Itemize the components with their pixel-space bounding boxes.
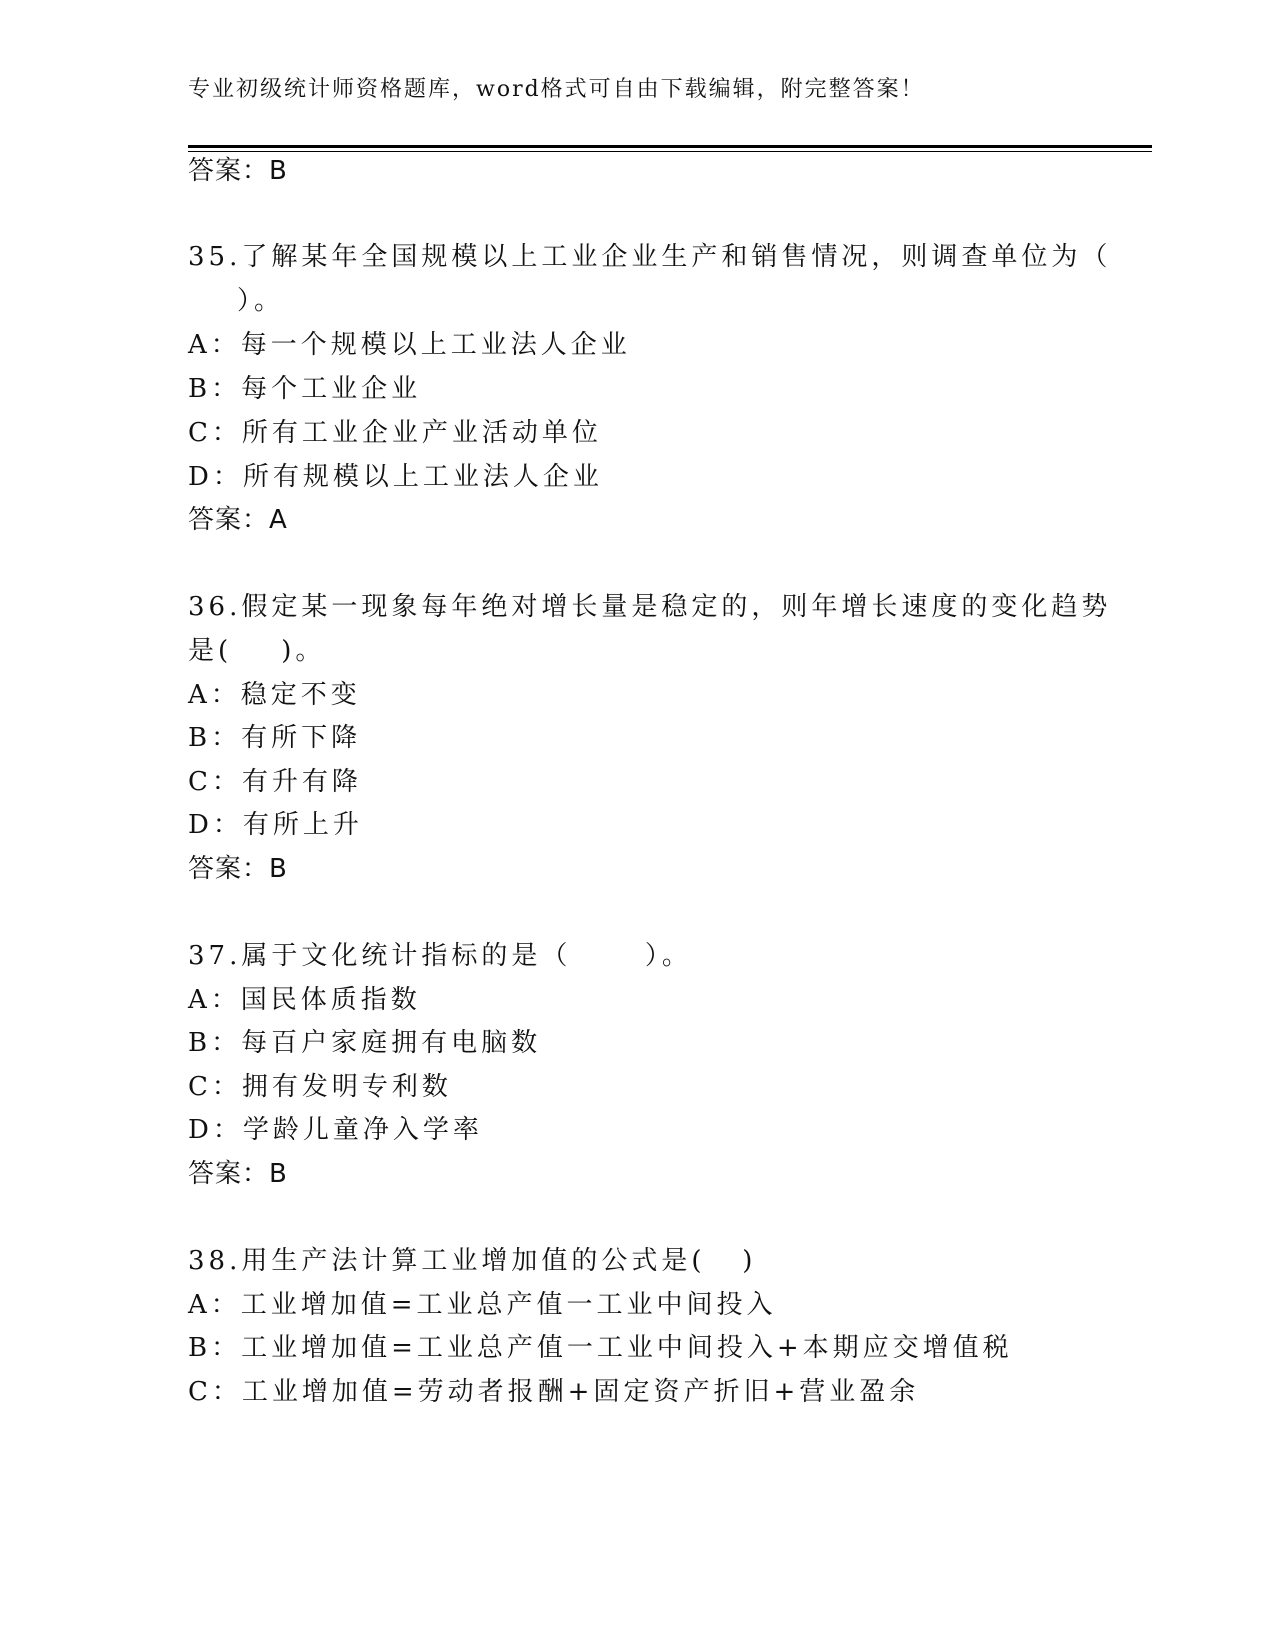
answer-label: 答案：B bbox=[188, 1159, 288, 1189]
question-stem: 35.了解某年全国规模以上工业企业生产和销售情况，则调查单位为（ bbox=[188, 242, 1112, 272]
option-a: A：稳定不变 bbox=[188, 680, 361, 710]
option-b: B：每个工业企业 bbox=[188, 374, 422, 404]
option-a: A：每一个规模以上工业法人企业 bbox=[188, 330, 631, 360]
option-b: B：有所下降 bbox=[188, 723, 362, 753]
option-a: A：工业增加值=工业总产值一工业中间投入 bbox=[188, 1290, 777, 1320]
question-stem: 37.属于文化统计指标的是（ ）。 bbox=[188, 941, 692, 971]
question-stem: 38.用生产法计算工业增加值的公式是( ) bbox=[188, 1246, 757, 1276]
option-c: C：拥有发明专利数 bbox=[188, 1072, 452, 1102]
option-b: B：工业增加值=工业总产值一工业中间投入+本期应交增值税 bbox=[188, 1333, 1013, 1363]
option-d: D：所有规模以上工业法人企业 bbox=[188, 462, 603, 492]
option-c: C：工业增加值=劳动者报酬+固定资产折旧+营业盈余 bbox=[188, 1377, 920, 1407]
answer-label: 答案：B bbox=[188, 156, 288, 186]
option-d: D：学龄儿童净入学率 bbox=[188, 1115, 483, 1145]
option-c: C：所有工业企业产业活动单位 bbox=[188, 418, 602, 448]
option-a: A：国民体质指数 bbox=[188, 985, 421, 1015]
question-stem: 36.假定某一现象每年绝对增长量是稳定的，则年增长速度的变化趋势 bbox=[188, 592, 1112, 622]
option-b: B：每百户家庭拥有电脑数 bbox=[188, 1028, 542, 1058]
header-divider-thin bbox=[188, 151, 1152, 152]
page-header: 专业初级统计师资格题库，word格式可自由下载编辑，附完整答案！ bbox=[188, 77, 925, 102]
answer-label: 答案：A bbox=[188, 505, 288, 535]
question-stem-continued: ）。 bbox=[188, 286, 285, 316]
answer-label: 答案：B bbox=[188, 854, 288, 884]
option-c: C：有升有降 bbox=[188, 767, 362, 797]
question-stem-continued: 是( )。 bbox=[188, 636, 326, 666]
option-d: D：有所上升 bbox=[188, 810, 363, 840]
header-divider-thick bbox=[188, 145, 1152, 148]
